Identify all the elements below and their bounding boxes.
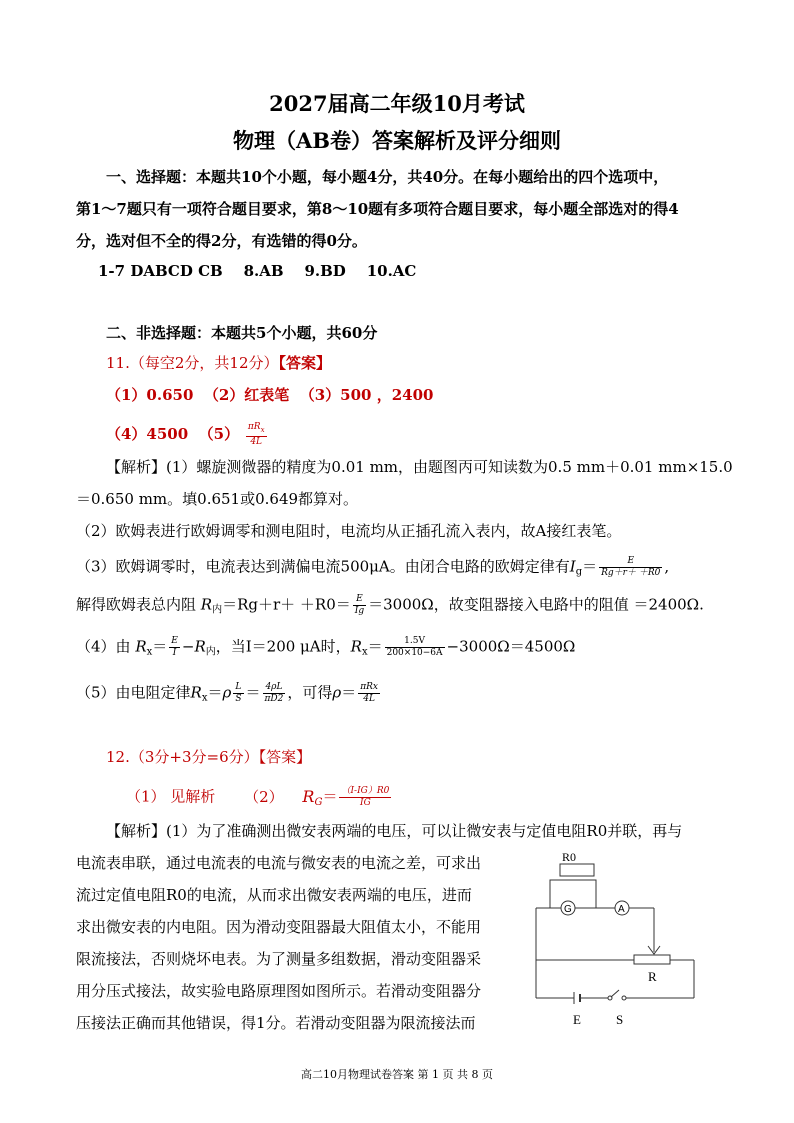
q11-answer-tag: 【答案】 bbox=[278, 354, 332, 372]
frac-den: πD2 bbox=[264, 694, 284, 704]
ex3b-fraction bbox=[353, 594, 366, 617]
q11-explain-3b: 解得欧姆表总内阻 $R_内=Rg+r+ +R0=$ $\frac{E}{Ig}$ ＝3000Ω，故变阻器接入电路中的阻值 ＝2400Ω. bbox=[76, 594, 704, 616]
q11-answer5-fraction bbox=[246, 422, 267, 448]
text: −3000Ω＝4500Ω bbox=[446, 637, 576, 656]
q11-label bbox=[106, 354, 331, 373]
frac-num: 1.5V bbox=[404, 636, 425, 646]
r0-resistor bbox=[560, 864, 594, 876]
section2-heading: 二、非选择题：本题共5个小题，共60分 bbox=[106, 324, 378, 342]
q12-explain-line6: 用分压式接法，故实验电路原理图如图所示。若滑动变阻器分 bbox=[76, 982, 482, 1000]
frac-den: 4L bbox=[358, 693, 380, 705]
frac-num-sub: x bbox=[260, 426, 265, 434]
q11-explain-1b: ＝0.650 mm。填0.651或0.649都算对。 bbox=[76, 490, 359, 508]
q11-answer-line2 bbox=[106, 422, 269, 448]
q11-answer-line1: （1）0.650 （2）红表笔 （3）500 ，2400 bbox=[106, 386, 434, 404]
frac-den: 200×10−6A bbox=[386, 648, 443, 658]
circuit-diagram bbox=[520, 850, 715, 1035]
frac-den: 4L bbox=[246, 436, 267, 448]
page-footer: 高二10月物理试卷答案 第 1 页 共 8 页 bbox=[301, 1068, 493, 1081]
section1-answers: 1-7 DABCD CB 8.AB 9.BD 10.AC bbox=[98, 262, 417, 280]
battery-label: E bbox=[573, 1012, 581, 1027]
ex4-fraction2 bbox=[385, 636, 445, 659]
frac-den: I bbox=[169, 647, 180, 659]
rheostat-label: R bbox=[648, 969, 657, 984]
q12-explain-line3: 流过定值电阻R0的电流，从而求出微安表两端的电压，进而 bbox=[76, 886, 472, 904]
page-title-line2: 物理（AB卷）答案解析及评分细则 bbox=[232, 128, 562, 153]
q11-answer-4-5: （4）4500 （5） bbox=[106, 425, 240, 443]
text: ，可得 bbox=[287, 683, 333, 702]
section1-heading-line1: 一、选择题：本题共10个小题，每小题4分，共40分。在每小题给出的四个选项中， bbox=[106, 168, 669, 186]
r0-label: R0 bbox=[562, 850, 577, 864]
q12-answer-fraction bbox=[339, 786, 391, 809]
sliding-rheostat bbox=[634, 955, 670, 964]
frac-num: E bbox=[627, 556, 635, 566]
text: ＝Rg＋r＋ ＋R0＝ bbox=[222, 595, 351, 614]
q12-answer: （1） 见解析 （2） $R_G=$ $\frac{(I-IG)R0}{IG}$ bbox=[126, 786, 390, 808]
q12-explain-line5: 限流接法，否则烧坏电表。为了测量多组数据，滑动变阻器采 bbox=[76, 950, 482, 968]
switch-contact bbox=[622, 996, 626, 1000]
text: 解得欧姆表总内阻 bbox=[76, 595, 197, 614]
q11-score: 11.（每空2分，共12分） bbox=[106, 354, 279, 372]
q12-label: 12.（3分+3分=6分）【答案】 bbox=[106, 748, 312, 766]
frac-num: E bbox=[171, 636, 178, 646]
q12-explain-line7: 压接法正确而其他错误，得1分。若滑动变阻器为限流接法而 bbox=[76, 1014, 476, 1032]
section1-heading-line3: 分，选对但不全的得2分，有选错的得0分。 bbox=[76, 232, 367, 250]
page-title-line1: 2027届高二年级10月考试 bbox=[269, 91, 525, 116]
section1-heading-line2: 第1～7题只有一项符合题目要求，第8～10题有多项符合题目要求，每小题全部选对的得4 bbox=[76, 200, 679, 218]
text: ，当I＝200 μA时， bbox=[215, 637, 351, 656]
text: （3）欧姆调零时，电流表达到满偏电流500μA。由闭合电路的欧姆定律有 bbox=[76, 557, 570, 576]
ex5-fraction1 bbox=[233, 682, 243, 705]
q12-explain-line1: 【解析】(1）为了准确测出微安表两端的电压，可以让微安表与定值电阻R0并联，再与 bbox=[106, 822, 683, 840]
ex5-fraction2 bbox=[263, 682, 286, 705]
frac-den: Ig bbox=[354, 606, 365, 616]
q11-explain-4: （4）由 $R_x=$ $\frac{E}{I}$ $-R_内$，当I＝200 μA时，$R_x=$ $\frac{1.5V}{200\times 10-6A}$ −3000Ω＝4500Ω bbox=[76, 636, 576, 658]
q11-explain-3a: （3）欧姆调零时，电流表达到满偏电流500μA。由闭合电路的欧姆定律有$I_g=$ $\frac{E}{Rg+r+ +R0}$ , bbox=[76, 556, 670, 578]
frac-num: E bbox=[356, 594, 363, 604]
ex4-fraction bbox=[169, 636, 180, 659]
frac-den: S bbox=[235, 694, 242, 704]
frac-num: （I-IG）R0 bbox=[341, 786, 390, 796]
text: （4）由 bbox=[76, 637, 131, 656]
q11-explain-1a: 【解析】(1）螺旋测微器的精度为0.01 mm，由题图丙可知读数为0.5 mm＋0.01 mm×15.0 bbox=[106, 458, 733, 476]
frac-num: πR bbox=[247, 422, 261, 432]
q12-answer-1: （1） 见解析 bbox=[126, 787, 216, 806]
q11-explain-5: （5）由电阻定律$R_x=\rho$ $\frac{L}{S}$ ＝ $\frac{4\rho L}{\pi D2}$ ，可得ρ＝ $\frac{\text{πRx}}{4L}$ bbox=[76, 682, 379, 704]
ex5-fraction3 bbox=[358, 682, 380, 705]
frac-num: πRx bbox=[360, 682, 379, 692]
ex3-fraction bbox=[599, 556, 662, 579]
text: （5）由电阻定律 bbox=[76, 683, 191, 702]
switch-label: S bbox=[616, 1012, 624, 1027]
q12-explain-line4: 求出微安表的内电阻。因为滑动变阻器最大阻值太小，不能用 bbox=[76, 918, 482, 936]
text: ＝3000Ω，故变阻器接入电路中的阻值 ＝2400Ω. bbox=[368, 595, 704, 614]
ammeter-label: A bbox=[618, 904, 625, 915]
frac-num: L bbox=[235, 682, 242, 692]
frac-den: IG bbox=[339, 797, 391, 809]
q12-answer-2: （2） bbox=[244, 787, 284, 806]
frac-den: Rg＋r＋ ＋R0 bbox=[601, 568, 661, 578]
q12-explain-line2: 电流表串联，通过电流表的电流与微安表的电流之差，可求出 bbox=[76, 854, 482, 872]
galvanometer-label: G bbox=[564, 904, 572, 915]
switch-lever bbox=[611, 990, 619, 997]
frac-num: 4ρL bbox=[265, 682, 283, 692]
q11-explain-2: （2）欧姆表进行欧姆调零和测电阻时，电流均从正插孔流入表内，故A接红表笔。 bbox=[76, 522, 622, 540]
